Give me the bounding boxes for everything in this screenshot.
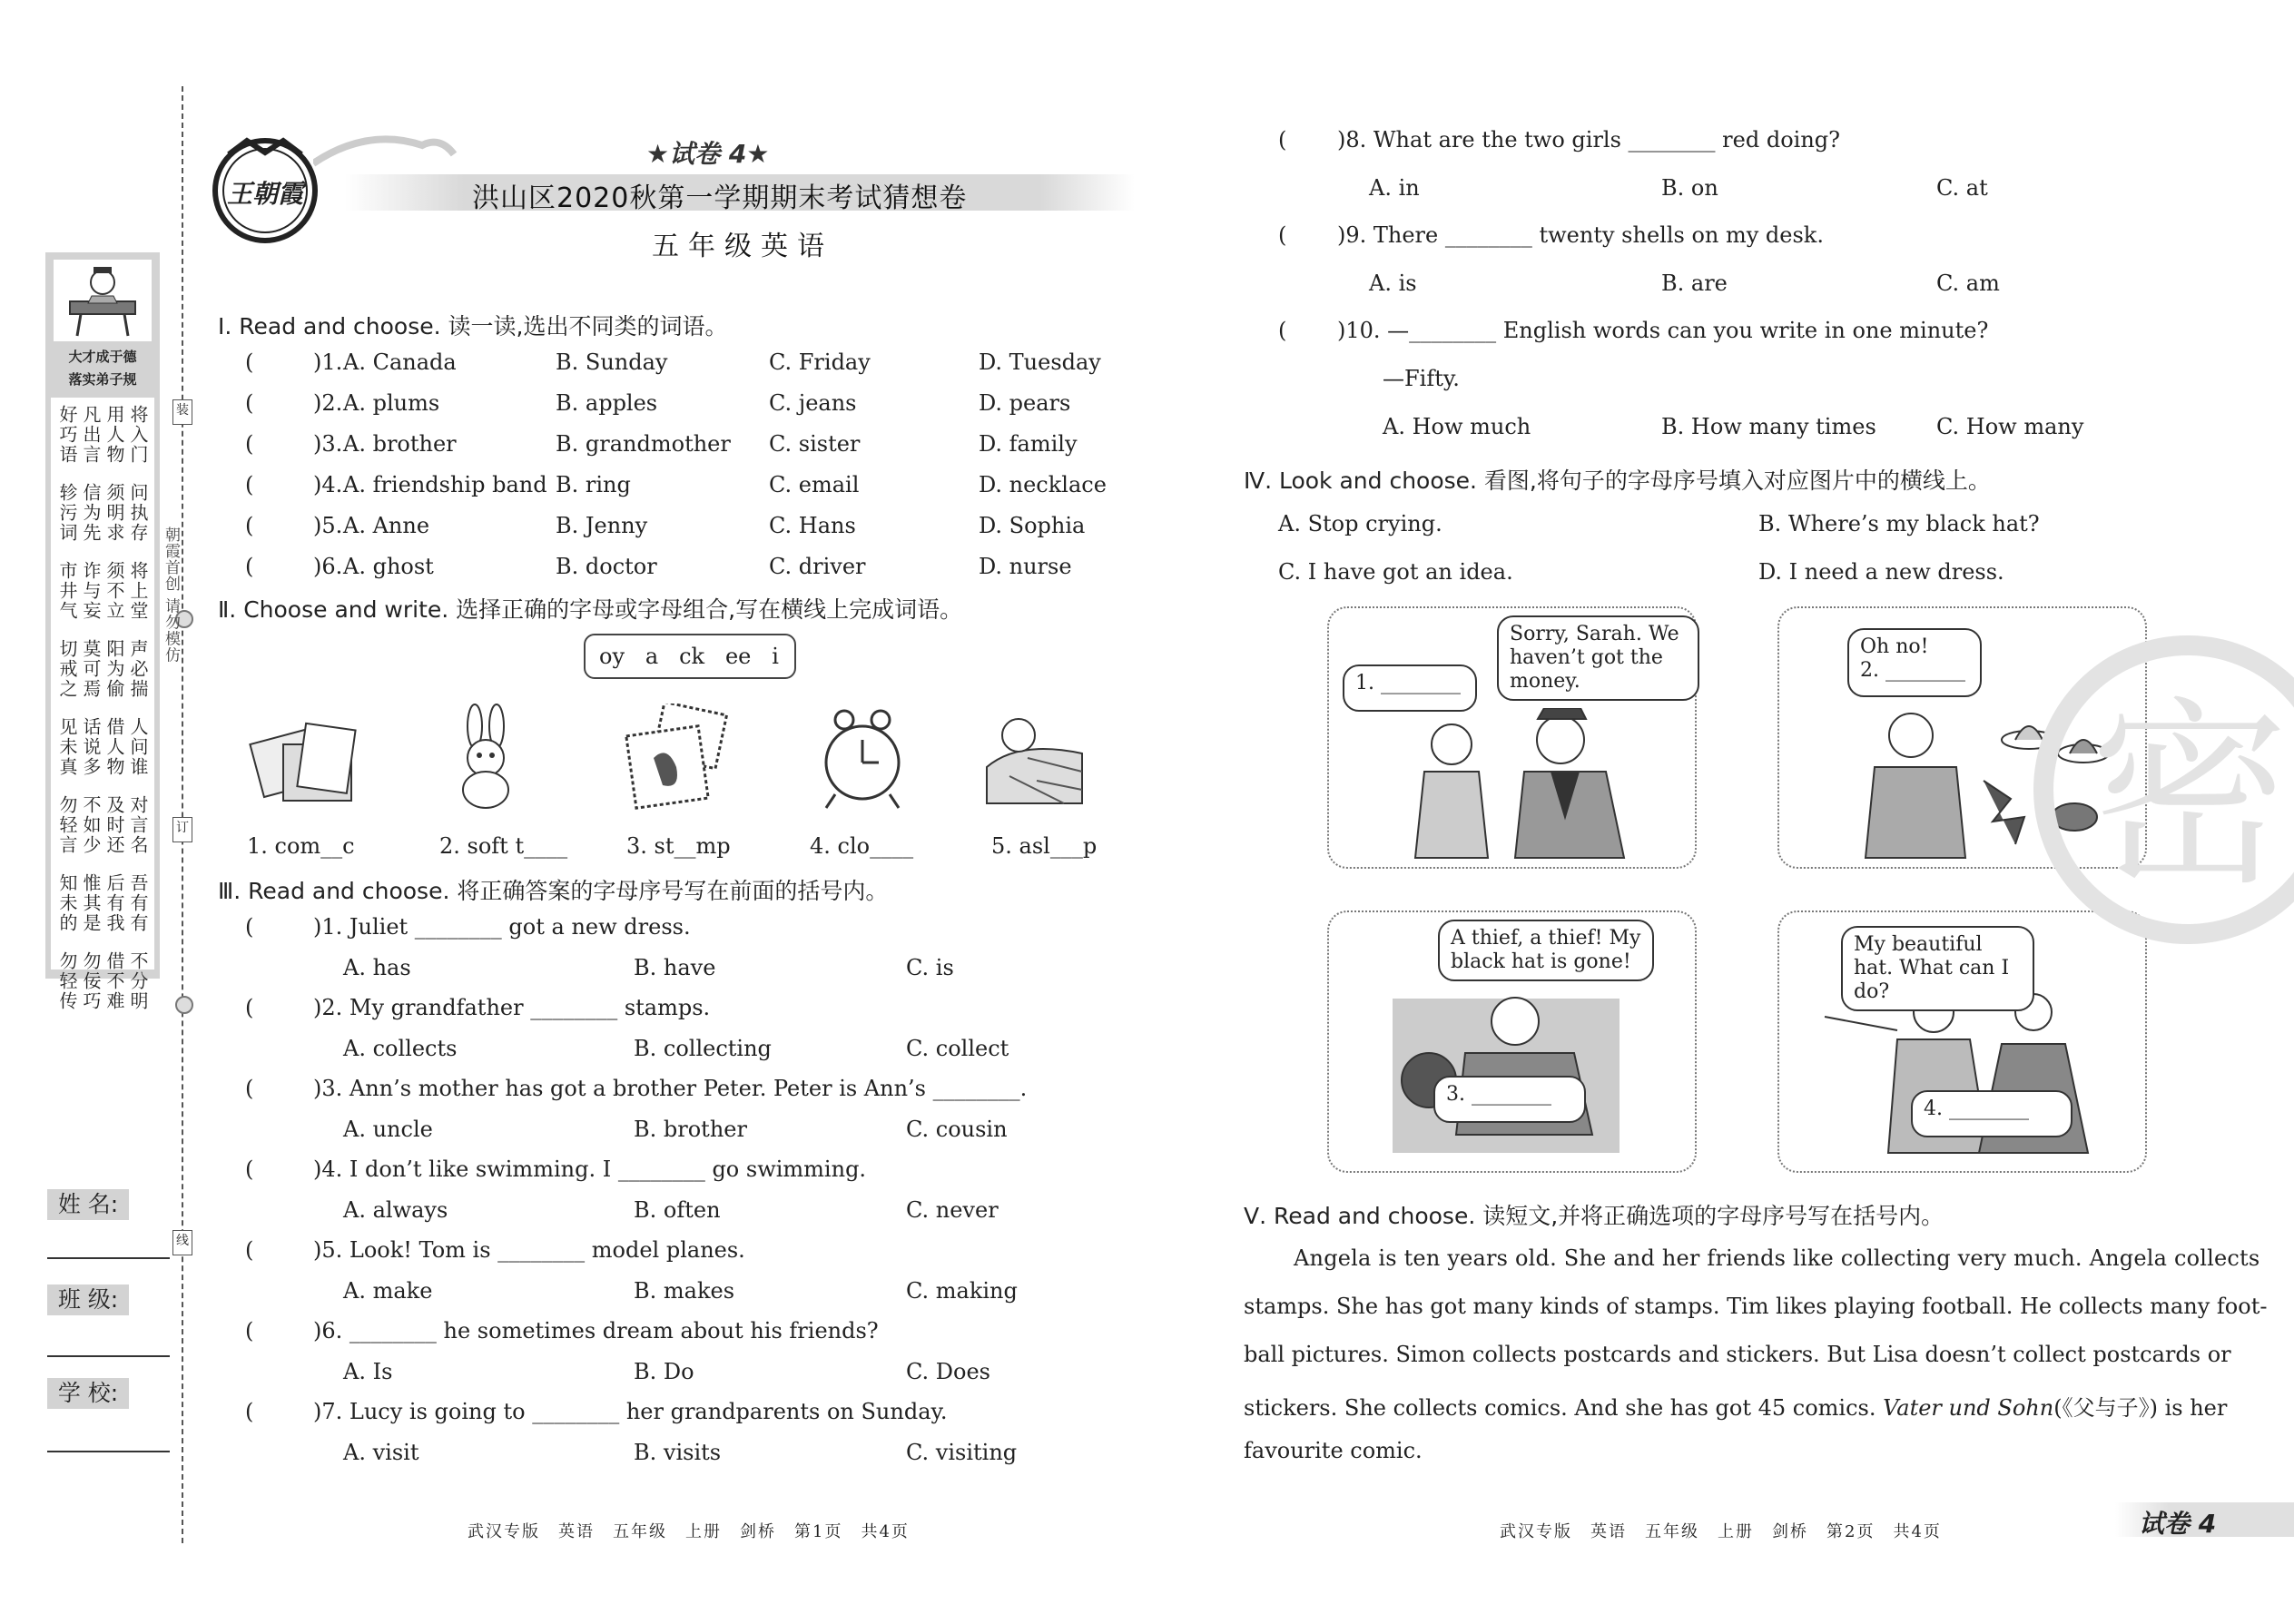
section-5-heading: Ⅴ. Read and choose. 读短文,并将正确选项的字母序号写在括号内。 xyxy=(1244,1203,1944,1229)
binding-mark: 订 xyxy=(172,817,192,842)
panel-1-answer-bubble[interactable] xyxy=(1343,664,1477,712)
question-stem: )8. What are the two girls ________ red doing? xyxy=(1337,127,1841,153)
question-stem: )7. Lucy is going to ________ her grandparents on Sunday. xyxy=(313,1399,948,1424)
q-d: D. family xyxy=(979,431,1078,457)
answer-bracket[interactable]: ( xyxy=(1278,222,1287,248)
answer-bracket[interactable]: ( xyxy=(245,554,254,579)
binding-line xyxy=(182,86,183,1543)
sidebar-motto: 莫可焉 xyxy=(80,639,102,699)
exam-title: 洪山区2020秋第一学期期末考试猜想卷 xyxy=(472,182,968,214)
sidebar-motto: 借人物 xyxy=(103,717,125,777)
sidebar-motto: 轸污词 xyxy=(56,483,78,543)
panel-4-speech-text: My beautiful hat. What can I do? xyxy=(1854,933,2010,1003)
sidebar-motto: 见未真 xyxy=(56,717,78,777)
sidebar-motto: 好巧语 xyxy=(56,405,78,465)
sidebar-motto: 及时还 xyxy=(103,795,125,855)
answer-bracket[interactable]: ( xyxy=(245,390,254,416)
question-stem: )4. I don’t like swimming. I ________ go swimming. xyxy=(313,1156,867,1182)
passage-line-3: ball pictures. Simon collects postcards and stickers. But Lisa doesn’t collect postcards or xyxy=(1244,1342,2231,1367)
section-4-option-b: B. Where’s my black hat? xyxy=(1758,511,2040,536)
option-a: A. collects xyxy=(343,1036,458,1061)
option-b: B. have xyxy=(634,955,716,980)
answer-bracket[interactable]: ( xyxy=(245,995,254,1020)
sidebar-motto: 人问谁 xyxy=(127,717,149,777)
answer-bracket[interactable]: ( xyxy=(245,431,254,457)
sidebar-motto: 声必揣 xyxy=(127,639,149,699)
section-4-option-d: D. I need a new dress. xyxy=(1758,559,2004,585)
q-num: )3. xyxy=(313,431,343,457)
option-b: B. are xyxy=(1661,271,1728,296)
section-1-question xyxy=(245,431,1117,468)
q-d: D. Sophia xyxy=(979,513,1086,538)
answer-bracket[interactable]: ( xyxy=(245,349,254,375)
option-c: C. collect xyxy=(906,1036,1009,1061)
option-b: B. How many times xyxy=(1661,414,1876,439)
class-label: 班 级: xyxy=(47,1284,129,1315)
sidebar-motto: 切戒之 xyxy=(56,639,78,699)
question-stem: )5. Look! Tom is ________ model planes. xyxy=(313,1237,745,1263)
panel-3-answer-bubble[interactable] xyxy=(1433,1076,1586,1123)
sidebar-motto: 不分明 xyxy=(127,951,149,1011)
option-b: B. makes xyxy=(634,1278,735,1304)
binding-mark: 装 xyxy=(172,399,192,425)
q-c: C. Friday xyxy=(769,349,871,375)
option-c: C. at xyxy=(1936,175,1988,201)
q-a: A. brother xyxy=(343,431,457,457)
section-1-question xyxy=(245,472,1117,508)
passage-line-4 xyxy=(1244,1390,2227,1422)
sidebar-motto: 吾有有 xyxy=(127,873,149,933)
question-stem: )6. ________ he sometimes dream about his friends? xyxy=(313,1318,879,1343)
q-d: D. nurse xyxy=(979,554,1072,579)
q-b: B. Sunday xyxy=(556,349,668,375)
answer-bracket[interactable]: ( xyxy=(245,914,254,940)
section-1-question xyxy=(245,513,1117,549)
panel-3-answer-label: 3. ________ xyxy=(1446,1083,1551,1106)
option-b: B. collecting xyxy=(634,1036,772,1061)
q-d: D. pears xyxy=(979,390,1071,416)
toy-rabbit-picture xyxy=(440,704,531,812)
scholar-illustration xyxy=(54,260,152,341)
option-c: C. Does xyxy=(906,1359,990,1384)
passage-line-2: stamps. She has got many kinds of stamps. Tim likes playing football. He collects many foot- xyxy=(1244,1294,2268,1319)
school-label: 学 校: xyxy=(47,1378,129,1409)
section-1-question xyxy=(245,554,1117,590)
sidebar-motto: 信为先 xyxy=(80,483,102,543)
q-num: )4. xyxy=(313,472,343,497)
option-a: A. How much xyxy=(1383,414,1531,439)
footer-right: 武汉专版 英语 五年级 上册 剑桥 第2页 共4页 xyxy=(1500,1522,1942,1541)
q-b: B. Jenny xyxy=(556,513,648,538)
option-c: C. is xyxy=(906,955,954,980)
sidebar-slogan-1: 大才成于德 xyxy=(68,349,137,365)
q-c: C. sister xyxy=(769,431,861,457)
panel-4-answer-bubble[interactable] xyxy=(1911,1090,2072,1137)
q-b: B. ring xyxy=(556,472,631,497)
option-b: B. on xyxy=(1661,175,1718,201)
sidebar-motto: 勿佞巧 xyxy=(80,951,102,1011)
comics-picture xyxy=(247,717,365,812)
sidebar-slogan-2: 落实弟子规 xyxy=(68,371,137,388)
passage-line-5: favourite comic. xyxy=(1244,1438,1423,1463)
sidebar-motto: 问执存 xyxy=(127,483,149,543)
q-num: )1. xyxy=(313,349,343,375)
option-a: A. always xyxy=(343,1197,448,1223)
q-c: C. email xyxy=(769,472,860,497)
option-a: A. in xyxy=(1369,175,1420,201)
answer-bracket[interactable]: ( xyxy=(245,513,254,538)
answer-bracket[interactable]: ( xyxy=(1278,318,1287,343)
option-a: A. has xyxy=(343,955,411,980)
sidebar-motto: 借不难 xyxy=(103,951,125,1011)
answer-bracket[interactable]: ( xyxy=(245,1318,254,1343)
footer-tag: 试卷 4 xyxy=(2139,1509,2217,1539)
q-a: A. Canada xyxy=(343,349,457,375)
ribbon-decoration xyxy=(313,127,458,172)
school-field[interactable] xyxy=(47,1451,170,1452)
answer-bracket[interactable]: ( xyxy=(245,1399,254,1424)
section-1-question xyxy=(245,390,1117,427)
sidebar-motto: 凡出言 xyxy=(80,405,102,465)
panel-3-speech-text: A thief, a thief! My black hat is gone! xyxy=(1451,927,1641,973)
comic-panel-1 xyxy=(1327,606,1697,869)
question-stem: )3. Ann’s mother has got a brother Peter. Peter is Ann’s ________. xyxy=(313,1076,1028,1101)
watermark-char: 密 xyxy=(2090,680,2290,912)
option-a: A. Is xyxy=(343,1359,393,1384)
stamps-picture xyxy=(622,704,740,812)
option-c: C. am xyxy=(1936,271,2000,296)
q-b: B. doctor xyxy=(556,554,657,579)
option-c: C. cousin xyxy=(906,1117,1008,1142)
comic-panel-3 xyxy=(1327,910,1697,1173)
q-c: C. driver xyxy=(769,554,866,579)
sidebar-motto: 知未的 xyxy=(56,873,78,933)
q-num: )5. xyxy=(313,513,343,538)
panel-2-speech-text: Oh no! xyxy=(1860,635,1929,658)
sidebar-motto: 须不立 xyxy=(103,561,125,621)
name-label: 姓 名: xyxy=(47,1189,129,1220)
answer-bracket[interactable]: ( xyxy=(245,1076,254,1101)
q-num: )2. xyxy=(313,390,343,416)
option-a: A. make xyxy=(343,1278,433,1304)
q-a: A. friendship band xyxy=(343,472,547,497)
sidebar-motto: 不如少 xyxy=(80,795,102,855)
section-4-heading: Ⅳ. Look and choose. 看图,将句子的字母序号填入对应图片中的横线上。 xyxy=(1244,468,1991,494)
paper-tag: ★试卷 4★ xyxy=(646,139,770,169)
question-stem: )2. My grandfather ________ stamps. xyxy=(313,995,711,1020)
option-c: C. making xyxy=(906,1278,1018,1304)
q-b: B. grandmother xyxy=(556,431,731,457)
q-c: C. jeans xyxy=(769,390,857,416)
option-c: C. How many xyxy=(1936,414,2084,439)
footer-left: 武汉专版 英语 五年级 上册 剑桥 第1页 共4页 xyxy=(468,1522,910,1541)
alarm-clock-picture xyxy=(808,704,917,812)
passage-line-4-text: stickers. She collects comics. And she has got 45 comics. xyxy=(1244,1395,1876,1421)
sidebar-motto: 勿轻传 xyxy=(56,951,78,1011)
comic-panel-4 xyxy=(1777,910,2147,1173)
word-blank-item[interactable]: 4. clo____ xyxy=(810,833,914,859)
sidebar-motto: 用人物 xyxy=(103,405,125,465)
answer-bracket[interactable]: ( xyxy=(245,1156,254,1182)
section-1-question xyxy=(245,349,1117,386)
section-2-heading: Ⅱ. Choose and write. 选择正确的字母或字母组合,写在横线上完成词语。 xyxy=(218,596,963,623)
panel-3-illustration xyxy=(1393,971,1620,1153)
brand-logo-text: 王朝霞 xyxy=(227,179,304,209)
option-c: C. never xyxy=(906,1197,999,1223)
option-b: B. brother xyxy=(634,1117,747,1142)
panel-2-answer-label[interactable]: 2. ________ xyxy=(1860,659,1965,682)
q-d: D. necklace xyxy=(979,472,1107,497)
class-field[interactable] xyxy=(47,1355,170,1357)
sidebar-motto: 后有我 xyxy=(103,873,125,933)
option-b: B. often xyxy=(634,1197,721,1223)
question-stem: )1. Juliet ________ got a new dress. xyxy=(313,914,691,940)
option-a: A. uncle xyxy=(343,1117,433,1142)
brand-logo xyxy=(211,136,320,245)
section-3-heading: Ⅲ. Read and choose. 将正确答案的字母序号写在前面的括号内。 xyxy=(218,878,889,904)
question-reply: —Fifty. xyxy=(1383,366,1460,391)
answer-bracket[interactable]: ( xyxy=(245,472,254,497)
answer-bracket[interactable]: ( xyxy=(245,1237,254,1263)
sidebar-motto: 对言名 xyxy=(127,795,149,855)
q-d: D. Tuesday xyxy=(979,349,1101,375)
sidebar-panel xyxy=(45,252,160,1011)
section-1-heading: Ⅰ. Read and choose. 读一读,选出不同类的词语。 xyxy=(218,313,728,340)
q-b: B. apples xyxy=(556,390,658,416)
panel-1-answer-label: 1. ________ xyxy=(1355,672,1461,694)
panel-1-speech-bubble xyxy=(1497,615,1699,701)
option-a: A. is xyxy=(1369,271,1417,296)
word-blank-item[interactable]: 1. com__c xyxy=(247,833,355,859)
answer-bracket[interactable]: ( xyxy=(1278,127,1287,153)
section-4-option-c: C. I have got an idea. xyxy=(1278,559,1513,585)
panel-1-illustration xyxy=(1379,708,1651,862)
word-blank-item[interactable]: 2. soft t____ xyxy=(439,833,568,859)
question-stem: )9. There ________ twenty shells on my desk. xyxy=(1337,222,1824,248)
q-c: C. Hans xyxy=(769,513,856,538)
sidebar-vertical-note: 朝霞首创 请勿模仿 xyxy=(162,527,180,664)
panel-4-speech-bubble xyxy=(1841,926,2034,1011)
exam-subtitle: 五年级英语 xyxy=(652,231,833,262)
binding-hole xyxy=(175,996,193,1014)
q-a: A. Anne xyxy=(343,513,430,538)
letter-choices: oy a ck ee i xyxy=(599,644,779,669)
sidebar-motto: 将上堂 xyxy=(127,561,149,621)
passage-line-1: Angela is ten years old. She and her friends like collecting very much. Angela collects xyxy=(1294,1245,2260,1271)
sidebar-motto: 市井气 xyxy=(56,561,78,621)
q-a: A. plums xyxy=(343,390,440,416)
passage-book-title: Vater und Sohn xyxy=(1883,1395,2054,1421)
binding-mark: 线 xyxy=(172,1230,192,1255)
option-b: B. Do xyxy=(634,1359,694,1384)
panel-4-answer-label: 4. ________ xyxy=(1924,1097,2029,1120)
section-4-option-a: A. Stop crying. xyxy=(1278,511,1442,536)
q-num: )6. xyxy=(313,554,343,579)
word-blank-item[interactable]: 3. st__mp xyxy=(626,833,731,859)
sidebar-motto: 须明求 xyxy=(103,483,125,543)
passage-book-title-cn: (《父与子》) is her xyxy=(2053,1395,2228,1421)
panel-3-speech-bubble xyxy=(1438,920,1654,981)
word-blank-item[interactable]: 5. asl___p xyxy=(991,833,1098,859)
sidebar-motto: 阳为偷 xyxy=(103,639,125,699)
q-a: A. ghost xyxy=(343,554,434,579)
panel-1-speech-text: Sorry, Sarah. We haven’t got the money. xyxy=(1510,623,1679,693)
question-stem: )10. —________ English words can you write in one minute? xyxy=(1337,318,1989,343)
option-b: B. visits xyxy=(634,1440,722,1465)
sidebar-motto: 惟其是 xyxy=(80,873,102,933)
sleeping-picture xyxy=(982,704,1091,812)
sidebar-mottos xyxy=(51,398,154,1011)
option-c: C. visiting xyxy=(906,1440,1018,1465)
panel-2-speech-bubble xyxy=(1847,628,1982,697)
sidebar-motto: 勿轻言 xyxy=(56,795,78,855)
sidebar-motto: 诈与妄 xyxy=(80,561,102,621)
name-field[interactable] xyxy=(47,1257,170,1259)
sidebar-motto: 将入门 xyxy=(127,405,149,465)
option-a: A. visit xyxy=(343,1440,419,1465)
sidebar-motto: 话说多 xyxy=(80,717,102,777)
